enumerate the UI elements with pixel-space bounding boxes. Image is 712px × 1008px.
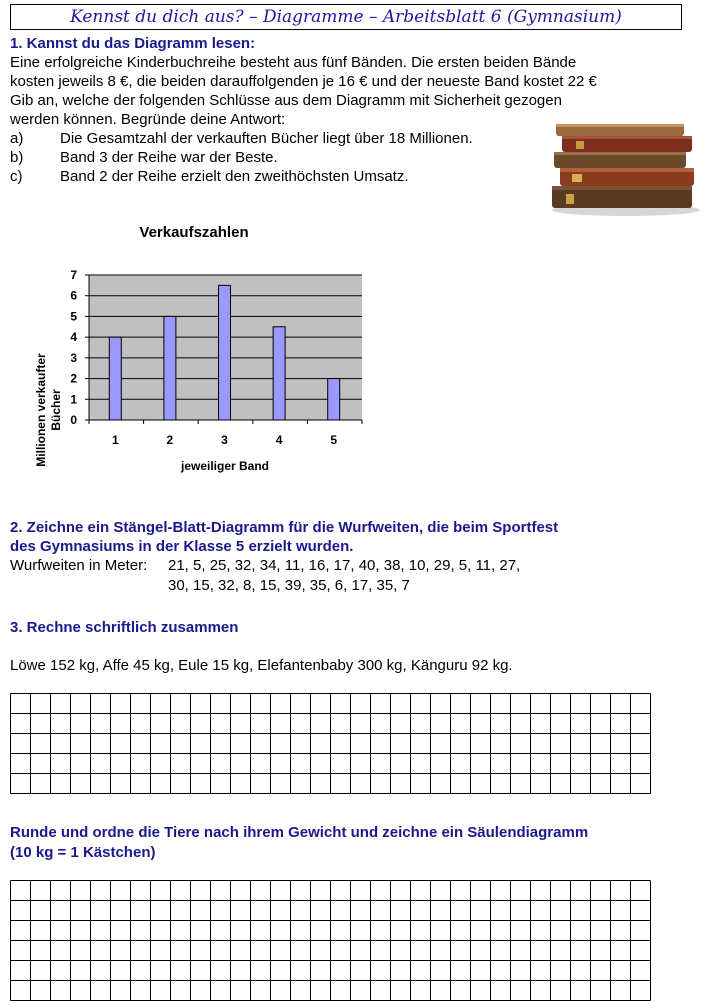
item-letter: c) (10, 168, 23, 185)
y-tick-label: 2 (70, 371, 77, 386)
y-tick-label: 7 (70, 268, 77, 282)
y-axis-label-line2: Bücher (49, 389, 63, 431)
bar-band-2 (164, 316, 176, 420)
item-text: Band 3 der Reihe war der Beste. (60, 149, 278, 166)
bar-chart-grid (10, 880, 656, 1002)
item-letter: a) (10, 130, 24, 147)
task1-text-line: Gib an, welche der folgenden Schlüsse aus dem Diagramm mit Sicherheit gezogen (10, 92, 562, 109)
bar-band-1 (109, 337, 121, 420)
x-tick-label: 2 (166, 433, 174, 447)
task1-text-line: werden können. Begründe deine Antwort: (10, 111, 286, 128)
x-tick-label: 5 (330, 433, 338, 447)
chart-title: Verkaufszahlen (139, 224, 249, 241)
task2-heading-line1: 2. Zeichne ein Stängel-Blatt-Diagramm für die Wurfweiten, die beim Sportfest (10, 519, 559, 536)
x-tick-label: 4 (275, 433, 283, 447)
task1-heading: 1. Kannst du das Diagramm lesen: (10, 35, 256, 52)
task2-heading-line2: des Gymnasiums in der Klasse 5 erzielt wurden. (10, 538, 354, 555)
x-axis-ticks (89, 420, 362, 447)
item-letter: b) (10, 149, 24, 166)
worksheet-title: Kennst du dich aus? – Diagramme – Arbeitsblatt 6 (Gymnasium) (10, 4, 682, 30)
task4-heading-line2: (10 kg = 1 Kästchen) (10, 844, 156, 861)
task3-heading: 3. Rechne schriftlich zusammen (10, 619, 239, 636)
task2-data-line1: 21, 5, 25, 32, 34, 11, 16, 17, 40, 38, 10, 29, 5, 11, 27, (168, 557, 521, 574)
task3-animals: Löwe 152 kg, Affe 45 kg, Eule 15 kg, Elefantenbaby 300 kg, Känguru 92 kg. (10, 657, 513, 674)
bar-band-5 (328, 379, 340, 420)
book (554, 152, 686, 168)
task2-data-label: Wurfweiten in Meter: (10, 557, 148, 574)
book (560, 168, 694, 186)
item-text: Die Gesamtzahl der verkauften Bücher liegt über 18 Millionen. (60, 130, 473, 147)
x-tick-label: 1 (111, 433, 119, 447)
y-tick-label: 5 (70, 309, 77, 324)
bar-band-3 (219, 285, 231, 420)
task4-heading-line1: Runde und ordne die Tiere nach ihrem Gewicht und zeichne ein Säulendiagramm (10, 824, 589, 841)
y-tick-label: 3 (70, 350, 77, 365)
y-axis-label (34, 353, 63, 467)
y-axis-ticks (70, 268, 89, 427)
book (562, 136, 692, 152)
y-tick-label: 1 (70, 392, 77, 407)
task1-text-line: kosten jeweils 8 €, die beiden darauffolgenden je 16 € und der neueste Band kostet 22 € (10, 73, 597, 90)
calculation-grid (10, 693, 656, 794)
book (552, 186, 692, 208)
x-tick-label: 3 (221, 433, 228, 447)
y-tick-label: 4 (70, 330, 77, 345)
task1-text-line: Eine erfolgreiche Kinderbuchreihe besteht aus fünf Bänden. Die ersten beiden Bände (10, 54, 577, 71)
books-image (546, 122, 700, 218)
task2-data-line2: 30, 15, 32, 8, 15, 39, 35, 6, 17, 35, 7 (168, 577, 410, 594)
book (556, 124, 684, 136)
bar-band-4 (273, 327, 285, 420)
bar-chart (28, 218, 388, 480)
y-axis-label-line1: Millionen verkaufter (34, 353, 48, 467)
y-tick-label: 0 (70, 413, 77, 427)
x-axis-label: jeweiliger Band (180, 459, 270, 473)
y-tick-label: 6 (70, 288, 77, 303)
item-text: Band 2 der Reihe erzielt den zweithöchsten Umsatz. (60, 168, 409, 185)
